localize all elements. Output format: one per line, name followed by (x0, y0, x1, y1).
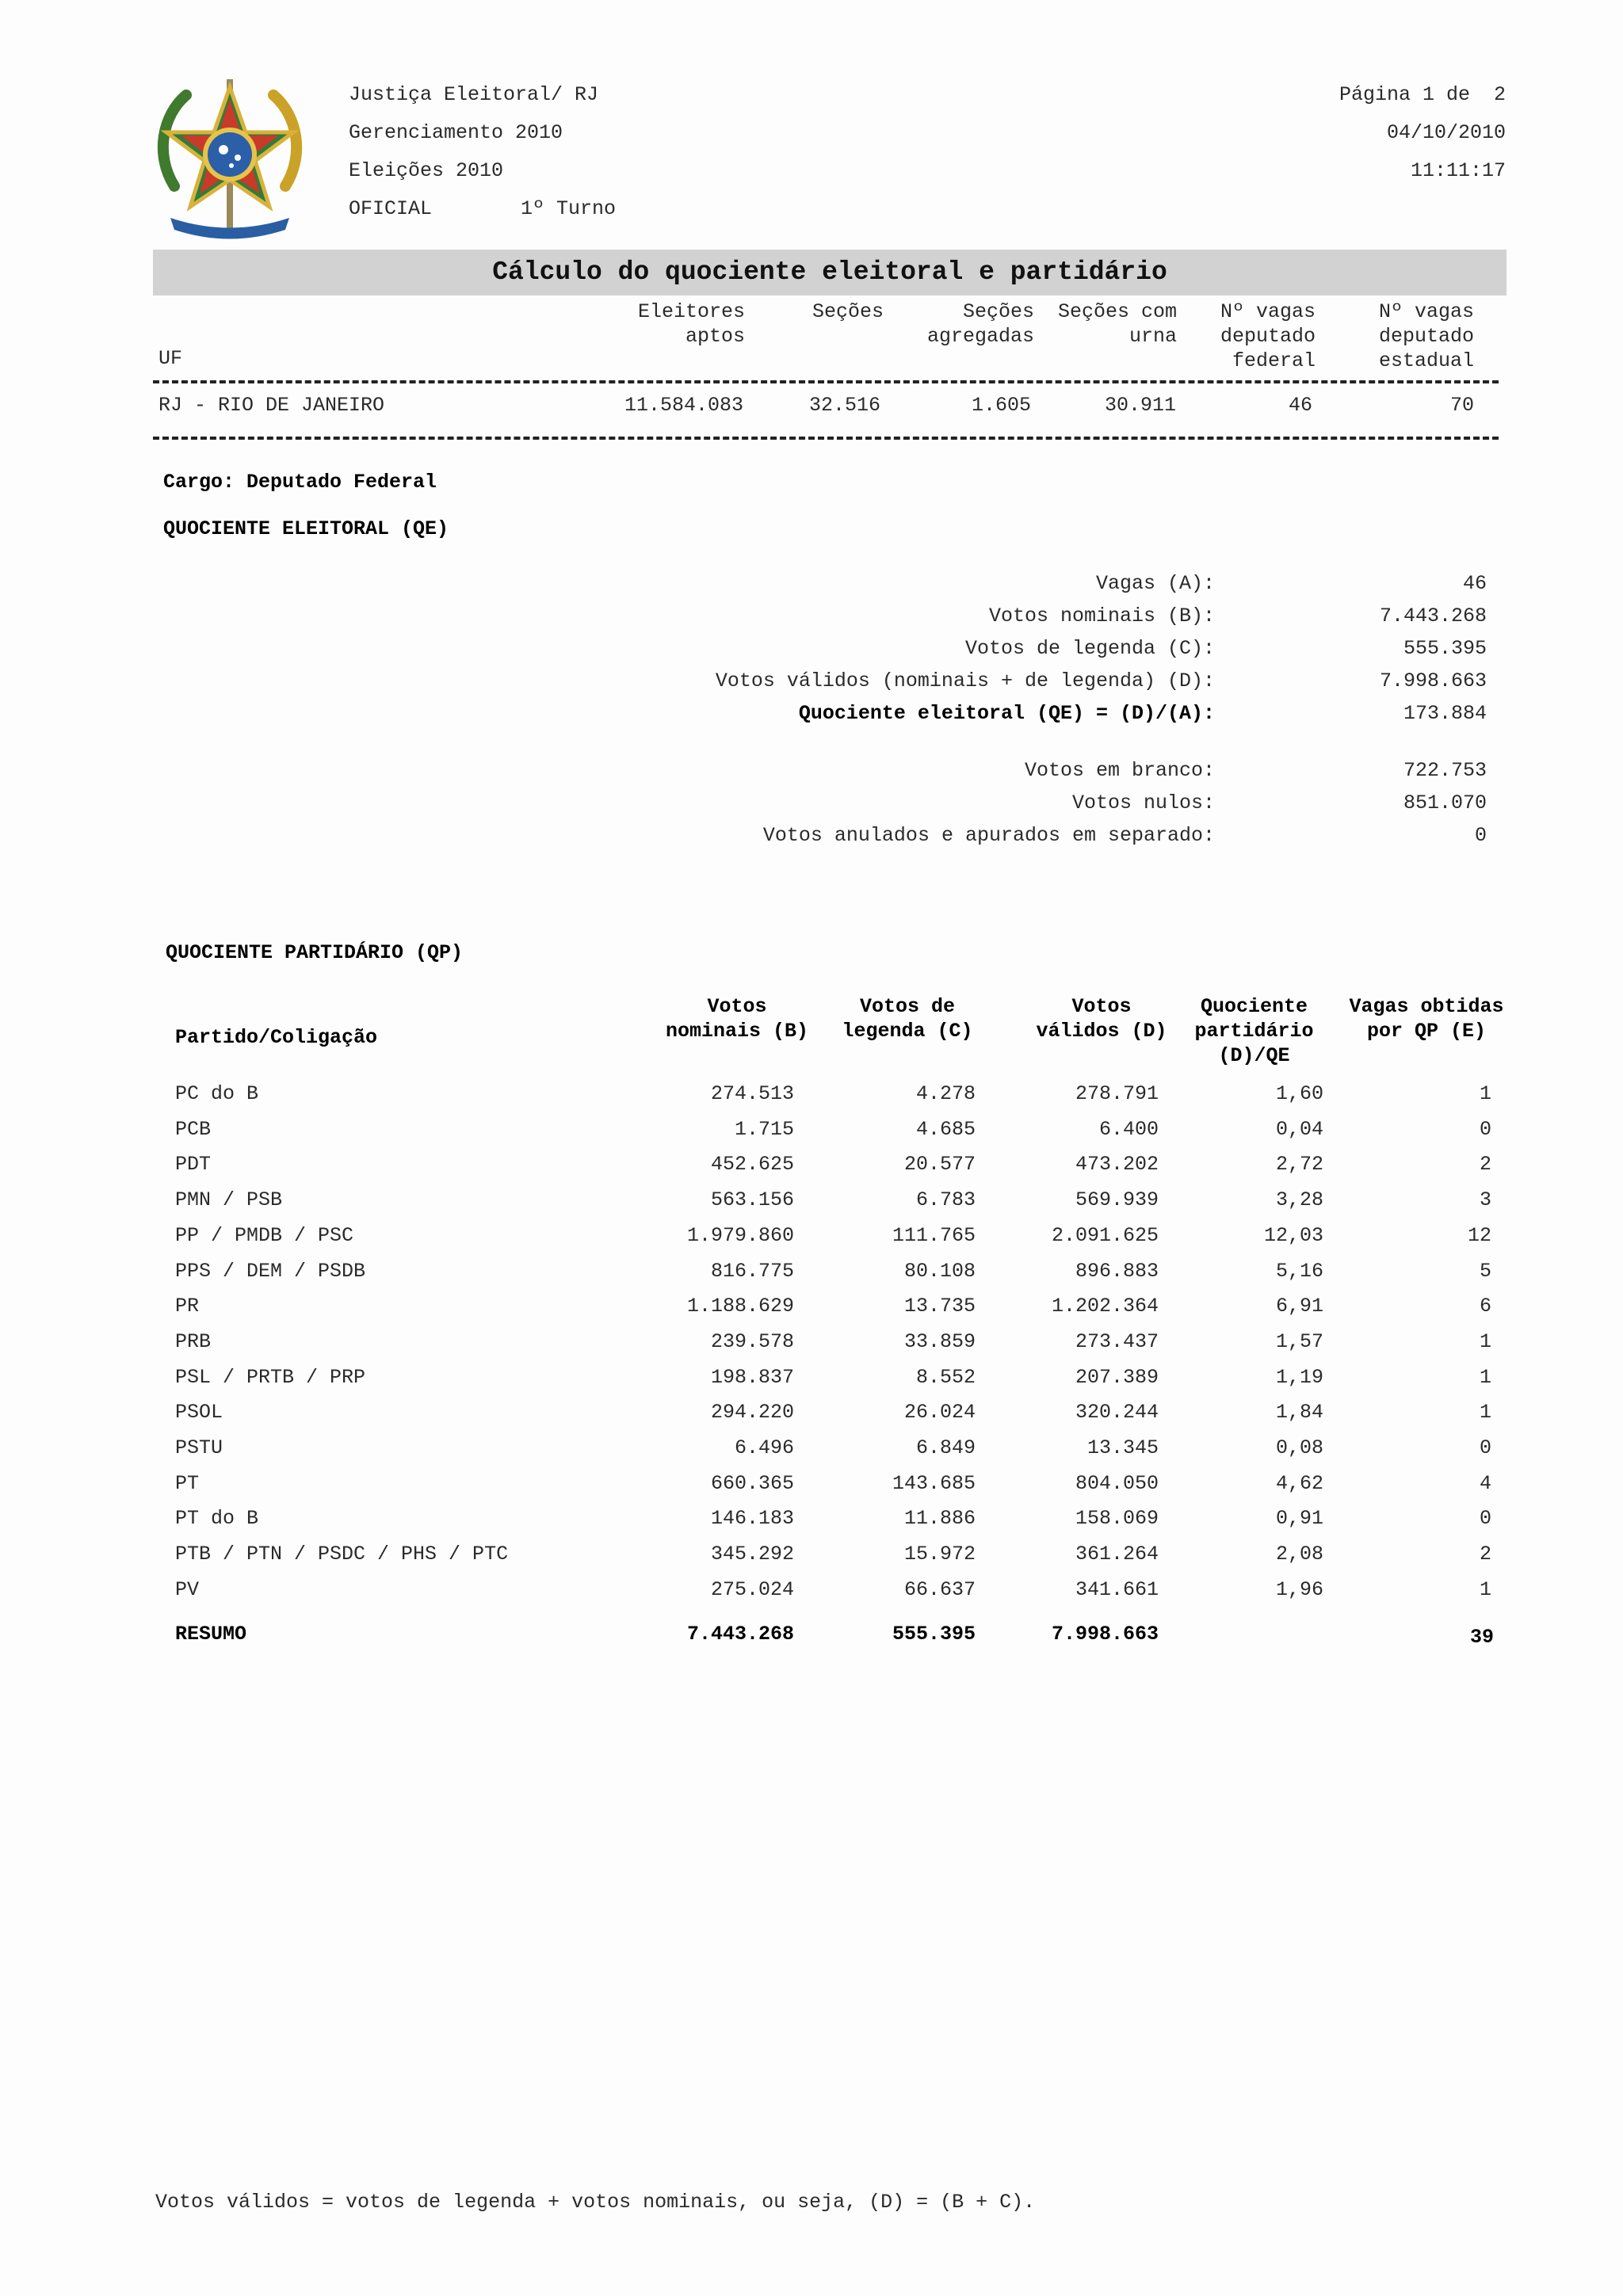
qp-row-legenda: 6.783 (915, 1188, 976, 1211)
org-name: Justiça Eleitoral/ RJ (349, 83, 599, 106)
qp-row-partido: PPS / DEM / PSDB (175, 1260, 366, 1283)
uf-name: RJ - RIO DE JANEIRO (158, 394, 385, 417)
qp-row-nominais: 6.496 (734, 1436, 794, 1459)
qp-row-legenda: 20.577 (903, 1153, 976, 1176)
qp-col-partido: Partido/Coligação (175, 1026, 378, 1049)
qp-row-quociente: 12,03 (1263, 1224, 1323, 1247)
qe-nulos-value: 851.070 (1403, 791, 1487, 814)
qp-row-legenda: 26.024 (903, 1401, 976, 1424)
uf-secoes: 32.516 (808, 394, 880, 417)
qp-row-quociente: 1,60 (1275, 1082, 1323, 1105)
qp-row-validos: 896.883 (1075, 1260, 1159, 1283)
col-vagas-federal: Nº vagas deputado federal (1220, 300, 1316, 372)
summary-vagas: 39 (1469, 1626, 1494, 1649)
qp-row-nominais: 274.513 (710, 1082, 794, 1105)
qp-row-quociente: 1,19 (1275, 1366, 1323, 1389)
report-time: 11:11:17 (1410, 159, 1506, 182)
qp-row-vagas: 6 (1479, 1295, 1491, 1318)
page-number: Página 1 de 2 (1338, 83, 1506, 106)
qp-row-quociente: 2,08 (1275, 1543, 1323, 1566)
qp-row-legenda: 8.552 (915, 1366, 976, 1389)
qp-row-validos: 320.244 (1075, 1401, 1159, 1424)
qp-row-quociente: 0,04 (1275, 1118, 1323, 1141)
qp-row-vagas: 2 (1479, 1153, 1491, 1176)
qp-row-validos: 6.400 (1098, 1118, 1159, 1141)
summary-validos: 7.998.663 (1051, 1623, 1159, 1646)
qp-row-partido: PTB / PTN / PSDC / PHS / PTC (175, 1543, 509, 1566)
qp-row-validos: 361.264 (1075, 1543, 1159, 1566)
qp-row-partido: PR (175, 1295, 200, 1318)
qe-branco-value: 722.753 (1403, 759, 1487, 782)
qp-col-legenda: Votos de legenda (C) (842, 995, 973, 1043)
footnote: Votos válidos = votos de legenda + votos nominais, ou seja, (D) = (B + C). (155, 2191, 1036, 2214)
qp-col-vagas: Vagas obtidas por QP (E) (1349, 995, 1504, 1043)
qp-row-quociente: 5,16 (1275, 1260, 1323, 1283)
uf-vagas-federal: 46 (1288, 394, 1312, 417)
qp-row-vagas: 0 (1479, 1436, 1491, 1459)
qp-row-quociente: 3,28 (1275, 1188, 1323, 1211)
qe-legenda-value: 555.395 (1403, 637, 1487, 660)
title-bar (153, 250, 1507, 296)
page-title: Cálculo do quociente eleitoral e partidário (492, 257, 1167, 287)
report-date: 04/10/2010 (1386, 121, 1506, 144)
qp-row-partido: PV (175, 1578, 200, 1601)
qp-row-validos: 804.050 (1075, 1472, 1159, 1495)
qp-row-validos: 13.345 (1086, 1436, 1159, 1459)
qp-row-quociente: 2,72 (1275, 1153, 1323, 1176)
qp-row-legenda: 11.886 (903, 1507, 976, 1530)
qp-row-legenda: 6.849 (915, 1436, 976, 1459)
qe-quociente-label: Quociente eleitoral (QE) = (D)/(A): (798, 702, 1215, 725)
qe-vagas-label: Vagas (A): (1095, 572, 1215, 595)
qp-row-quociente: 0,08 (1275, 1436, 1323, 1459)
qp-row-legenda: 80.108 (903, 1260, 976, 1283)
summary-nominais: 7.443.268 (686, 1623, 794, 1646)
qp-row-quociente: 6,91 (1275, 1295, 1323, 1318)
qp-row-nominais: 563.156 (710, 1188, 794, 1211)
qp-row-quociente: 1,96 (1275, 1578, 1323, 1601)
qe-nominais-label: Votos nominais (B): (988, 605, 1215, 627)
turn-label: 1º Turno (521, 197, 617, 220)
system-name: Gerenciamento 2010 (349, 121, 563, 144)
qp-row-validos: 1.202.364 (1051, 1295, 1159, 1318)
qp-row-partido: PSTU (175, 1436, 223, 1459)
qe-branco-label: Votos em branco: (1024, 759, 1215, 782)
qe-heading: QUOCIENTE ELEITORAL (QE) (163, 517, 449, 540)
qe-quociente-value: 173.884 (1403, 702, 1487, 725)
col-vagas-estadual: Nº vagas deputado estadual (1378, 300, 1474, 372)
qp-row-nominais: 275.024 (710, 1578, 794, 1601)
qe-vagas-value: 46 (1462, 572, 1487, 595)
qp-row-validos: 473.202 (1075, 1153, 1159, 1176)
qp-row-quociente: 1,84 (1275, 1401, 1323, 1424)
qp-row-validos: 569.939 (1075, 1188, 1159, 1211)
qe-nulos-label: Votos nulos: (1071, 791, 1215, 814)
cargo-label: Cargo: (163, 471, 235, 494)
qp-row-vagas: 1 (1479, 1330, 1491, 1353)
qp-row-vagas: 12 (1467, 1224, 1491, 1247)
qp-row-partido: PMN / PSB (175, 1188, 283, 1211)
qp-row-validos: 207.389 (1075, 1366, 1159, 1389)
qe-validos-label: Votos válidos (nominais + de legenda) (D): (715, 669, 1215, 692)
col-secoes: Seções (812, 300, 884, 323)
qe-nominais-value: 7.443.268 (1379, 605, 1487, 627)
qp-row-vagas: 1 (1479, 1082, 1491, 1105)
qp-row-nominais: 1.715 (734, 1118, 794, 1141)
qp-row-vagas: 1 (1479, 1578, 1491, 1601)
qp-col-quociente: Quociente partidário (D)/QE (1194, 995, 1314, 1067)
qp-row-validos: 278.791 (1075, 1082, 1159, 1105)
qp-row-nominais: 1.188.629 (686, 1295, 794, 1318)
qp-row-nominais: 294.220 (710, 1401, 794, 1424)
qp-row-legenda: 143.685 (892, 1472, 976, 1495)
qp-row-vagas: 3 (1479, 1188, 1491, 1211)
qp-row-partido: PRB (175, 1330, 212, 1353)
uf-eleitores: 11.584.083 (624, 394, 743, 417)
qp-row-vagas: 1 (1479, 1401, 1491, 1424)
uf-com-urna: 30.911 (1104, 394, 1176, 417)
qp-row-nominais: 198.837 (710, 1366, 794, 1389)
uf-agregadas: 1.605 (971, 394, 1031, 417)
uf-vagas-estadual: 70 (1449, 394, 1474, 417)
qp-row-nominais: 816.775 (710, 1260, 794, 1283)
qp-row-nominais: 146.183 (710, 1507, 794, 1530)
qp-row-vagas: 5 (1479, 1260, 1491, 1283)
qp-row-vagas: 1 (1479, 1366, 1491, 1389)
qp-row-partido: PT (175, 1472, 200, 1495)
qp-row-partido: PP / PMDB / PSC (175, 1224, 354, 1247)
qp-row-legenda: 111.765 (892, 1224, 976, 1247)
qp-row-partido: PCB (175, 1118, 212, 1141)
qe-anulados-label: Votos anulados e apurados em separado: (762, 824, 1215, 847)
qp-row-partido: PSOL (175, 1401, 223, 1424)
qp-row-vagas: 0 (1479, 1507, 1491, 1530)
qp-row-partido: PSL / PRTB / PRP (175, 1366, 366, 1389)
qe-anulados-value: 0 (1474, 824, 1487, 847)
qp-row-vagas: 4 (1479, 1472, 1491, 1495)
qp-row-quociente: 1,57 (1275, 1330, 1323, 1353)
qp-row-validos: 273.437 (1075, 1330, 1159, 1353)
qp-row-validos: 2.091.625 (1051, 1224, 1159, 1247)
cargo-value: Deputado Federal (246, 471, 437, 494)
qp-row-quociente: 0,91 (1275, 1507, 1323, 1530)
qp-row-vagas: 2 (1479, 1543, 1491, 1566)
qe-legenda-label: Votos de legenda (C): (964, 637, 1215, 660)
qp-col-validos: Votos válidos (D) (1036, 995, 1167, 1043)
divider-bottom (153, 437, 1499, 440)
qp-row-partido: PT do B (175, 1507, 259, 1530)
col-secoes-com-urna: Seções com urna (1057, 300, 1177, 348)
qp-row-quociente: 4,62 (1275, 1472, 1323, 1495)
qe-validos-value: 7.998.663 (1379, 669, 1487, 692)
qp-row-validos: 341.661 (1075, 1578, 1159, 1601)
qp-heading: QUOCIENTE PARTIDÁRIO (QP) (166, 941, 464, 964)
qp-row-partido: PC do B (175, 1082, 259, 1105)
election-name: Eleições 2010 (349, 159, 504, 182)
status-label: OFICIAL (349, 197, 433, 220)
qp-row-partido: PDT (175, 1153, 212, 1176)
coat-of-arms-logo (151, 75, 309, 242)
qp-row-legenda: 33.859 (903, 1330, 976, 1353)
qp-col-nominais: Votos nominais (B) (665, 995, 809, 1043)
col-secoes-agregadas: Seções agregadas (926, 300, 1034, 348)
col-uf: UF (158, 347, 183, 370)
qp-row-nominais: 345.292 (710, 1543, 794, 1566)
qp-row-vagas: 0 (1479, 1118, 1491, 1141)
summary-label: RESUMO (175, 1623, 247, 1646)
qp-row-nominais: 660.365 (710, 1472, 794, 1495)
qp-row-legenda: 4.278 (915, 1082, 976, 1105)
qp-row-validos: 158.069 (1075, 1507, 1159, 1530)
summary-legenda: 555.395 (892, 1623, 976, 1646)
qp-row-legenda: 15.972 (903, 1543, 976, 1566)
qp-row-legenda: 66.637 (903, 1578, 976, 1601)
col-eleitores-aptos: Eleitores aptos (637, 300, 745, 348)
divider-top (153, 380, 1499, 383)
qp-row-legenda: 4.685 (915, 1118, 976, 1141)
qp-row-nominais: 452.625 (710, 1153, 794, 1176)
qp-row-legenda: 13.735 (903, 1295, 976, 1318)
qp-row-nominais: 239.578 (710, 1330, 794, 1353)
qp-row-nominais: 1.979.860 (686, 1224, 794, 1247)
